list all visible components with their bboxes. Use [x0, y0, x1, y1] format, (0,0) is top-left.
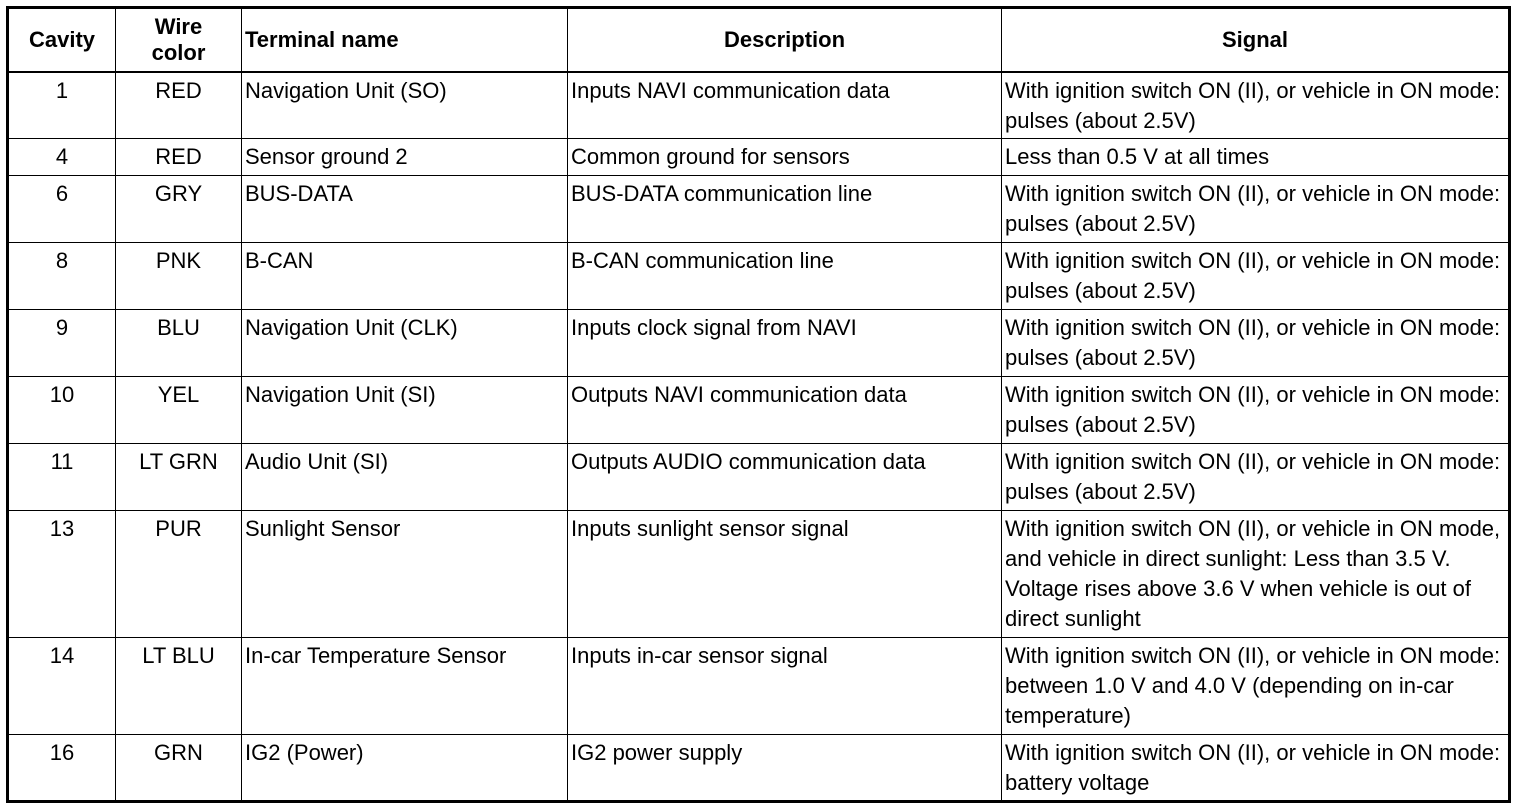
wire-color-cell: GRY — [116, 176, 242, 243]
table-row — [8, 176, 1510, 243]
signal-cell: With ignition switch ON (II), or vehicle in ON mode: pulses (about 2.5V) — [1002, 377, 1510, 444]
cavity-cell: 1 — [8, 72, 116, 139]
terminal-name-cell: Navigation Unit (SO) — [242, 72, 568, 139]
terminal-name-cell: B-CAN — [242, 243, 568, 310]
wire-color-cell: YEL — [116, 377, 242, 444]
description-cell: BUS-DATA communication line — [568, 176, 1002, 243]
header-wire-color — [116, 8, 242, 72]
description-cell: Inputs in-car sensor signal — [568, 638, 1002, 735]
header-cavity: Cavity — [8, 8, 116, 72]
terminal-name-cell: Navigation Unit (SI) — [242, 377, 568, 444]
signal-cell: With ignition switch ON (II), or vehicle in ON mode: pulses (about 2.5V) — [1002, 444, 1510, 511]
wire-color-cell: BLU — [116, 310, 242, 377]
terminal-name-cell: Sensor ground 2 — [242, 139, 568, 176]
description-cell: Inputs NAVI communication data — [568, 72, 1002, 139]
table-row — [8, 735, 1510, 802]
cavity-cell: 13 — [8, 511, 116, 638]
cavity-cell: 16 — [8, 735, 116, 802]
cavity-cell: 14 — [8, 638, 116, 735]
cavity-cell: 6 — [8, 176, 116, 243]
header-wire-color-line2: color — [151, 39, 206, 65]
table-row — [8, 72, 1510, 139]
signal-cell: Less than 0.5 V at all times — [1002, 139, 1510, 176]
description-cell: Inputs sunlight sensor signal — [568, 511, 1002, 638]
terminal-name-cell: IG2 (Power) — [242, 735, 568, 802]
table-row — [8, 444, 1510, 511]
cavity-cell: 4 — [8, 139, 116, 176]
signal-cell: With ignition switch ON (II), or vehicle in ON mode: between 1.0 V and 4.0 V (depending on in-car temperature) — [1002, 638, 1510, 735]
wire-color-cell: PNK — [116, 243, 242, 310]
table-row — [8, 243, 1510, 310]
wire-color-cell: RED — [116, 72, 242, 139]
terminal-name-cell: In-car Temperature Sensor — [242, 638, 568, 735]
description-cell: B-CAN communication line — [568, 243, 1002, 310]
wire-color-cell: LT BLU — [116, 638, 242, 735]
table-row — [8, 310, 1510, 377]
header-description: Description — [568, 8, 1002, 72]
cavity-cell: 11 — [8, 444, 116, 511]
description-cell: Common ground for sensors — [568, 139, 1002, 176]
description-cell: Inputs clock signal from NAVI — [568, 310, 1002, 377]
terminal-name-cell: Audio Unit (SI) — [242, 444, 568, 511]
terminal-name-cell: BUS-DATA — [242, 176, 568, 243]
signal-cell: With ignition switch ON (II), or vehicle in ON mode, and vehicle in direct sunlight: Less than 3.5 V. Voltage rises above 3.6 V when vehicle is out of direct sunlight — [1002, 511, 1510, 638]
wire-color-cell: LT GRN — [116, 444, 242, 511]
table-row — [8, 511, 1510, 638]
table-row — [8, 638, 1510, 735]
cavity-cell: 9 — [8, 310, 116, 377]
signal-cell: With ignition switch ON (II), or vehicle in ON mode: pulses (about 2.5V) — [1002, 176, 1510, 243]
header-terminal-name: Terminal name — [242, 8, 568, 72]
header-signal: Signal — [1002, 8, 1510, 72]
description-cell: Outputs NAVI communication data — [568, 377, 1002, 444]
terminal-name-cell: Sunlight Sensor — [242, 511, 568, 638]
wire-color-cell: RED — [116, 139, 242, 176]
description-cell: IG2 power supply — [568, 735, 1002, 802]
table-row — [8, 139, 1510, 176]
header-row — [8, 8, 1510, 72]
wire-color-cell: GRN — [116, 735, 242, 802]
description-cell: Outputs AUDIO communication data — [568, 444, 1002, 511]
table-row — [8, 377, 1510, 444]
cavity-cell: 8 — [8, 243, 116, 310]
connector-pinout-table — [6, 6, 1511, 803]
wire-color-cell: PUR — [116, 511, 242, 638]
signal-cell: With ignition switch ON (II), or vehicle in ON mode: pulses (about 2.5V) — [1002, 310, 1510, 377]
header-wire-color-line1: Wire — [154, 13, 203, 39]
signal-cell: With ignition switch ON (II), or vehicle in ON mode: pulses (about 2.5V) — [1002, 72, 1510, 139]
cavity-cell: 10 — [8, 377, 116, 444]
terminal-name-cell: Navigation Unit (CLK) — [242, 310, 568, 377]
signal-cell: With ignition switch ON (II), or vehicle in ON mode: battery voltage — [1002, 735, 1510, 802]
signal-cell: With ignition switch ON (II), or vehicle in ON mode: pulses (about 2.5V) — [1002, 243, 1510, 310]
